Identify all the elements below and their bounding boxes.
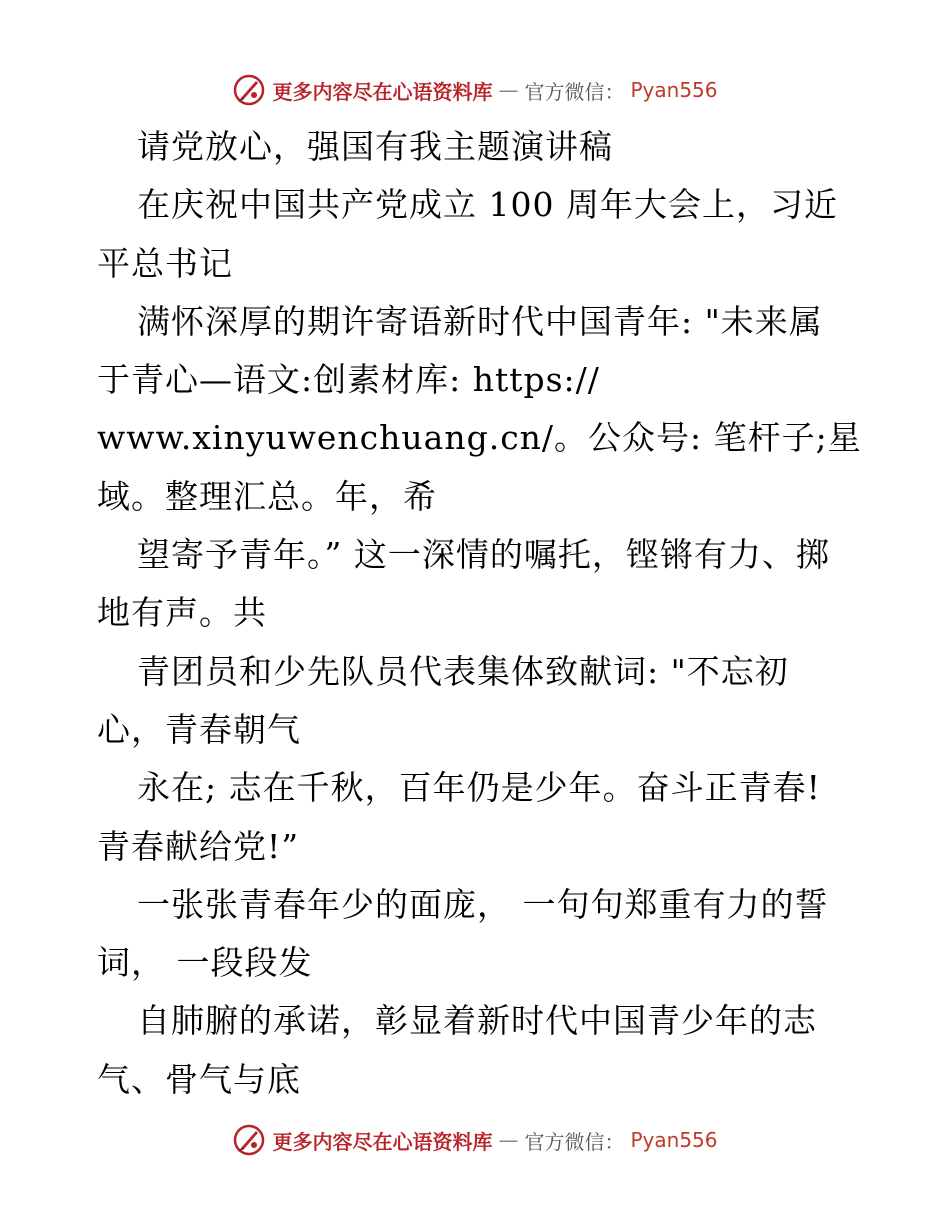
text-line: 地有声。共 [97,593,267,633]
quill-pen-logo-icon [232,1123,266,1157]
text-line: 心，青春朝气 [97,709,301,749]
text-line: 自肺腑的承诺，彰显着新时代中国青少年的志 [137,1001,817,1041]
quill-pen-logo-icon [232,73,266,107]
footer-banner-inner [232,1123,717,1157]
text-line: 青团员和少先队员代表集体致献词: "不忘初 [137,651,789,691]
text-line: 气、骨气与底 [97,1059,301,1099]
wechat-id: Pyan556 [630,78,718,102]
text-line: 在庆祝中国共产党成立 100 周年大会上，习近 [137,185,838,225]
document-body [97,118,862,1109]
text-line: 请党放心，强国有我主题演讲稿 [137,127,613,166]
text-line: 域。整理汇总。年，希 [97,476,437,516]
text-line: 青春献给党!” [97,826,300,866]
site-name-text: 更多内容尽在心语资料库 [272,1129,493,1154]
header-banner-inner [232,73,717,107]
banner-dash: — [498,78,519,102]
banner-dash: — [498,1128,519,1152]
text-line: 于青心—语文:创素材库: https:// [97,360,600,400]
site-name-text: 更多内容尽在心语资料库 [272,79,493,104]
text-line: 一张张青春年少的面庞， 一句句郑重有力的誓 [137,884,829,924]
wechat-label: 官方微信： [524,1129,625,1154]
text-line: 满怀深厚的期许寄语新时代中国青年: "未来属 [137,301,823,341]
text-line: 词， 一段段发 [97,943,313,983]
text-line: 永在; 志在千秋，百年仍是少年。奋斗正青春! [137,768,821,808]
text-line: www.xinyuwenchuang.cn/。公众号: 笔杆子;星 [97,418,862,458]
footer-banner [0,1118,950,1162]
wechat-id: Pyan556 [630,1128,718,1152]
header-banner [0,68,950,112]
text-line: 望寄予青年。” 这一深情的嘱托，铿锵有力、掷 [137,535,830,575]
wechat-label: 官方微信： [524,79,625,104]
text-line: 平总书记 [97,243,233,283]
